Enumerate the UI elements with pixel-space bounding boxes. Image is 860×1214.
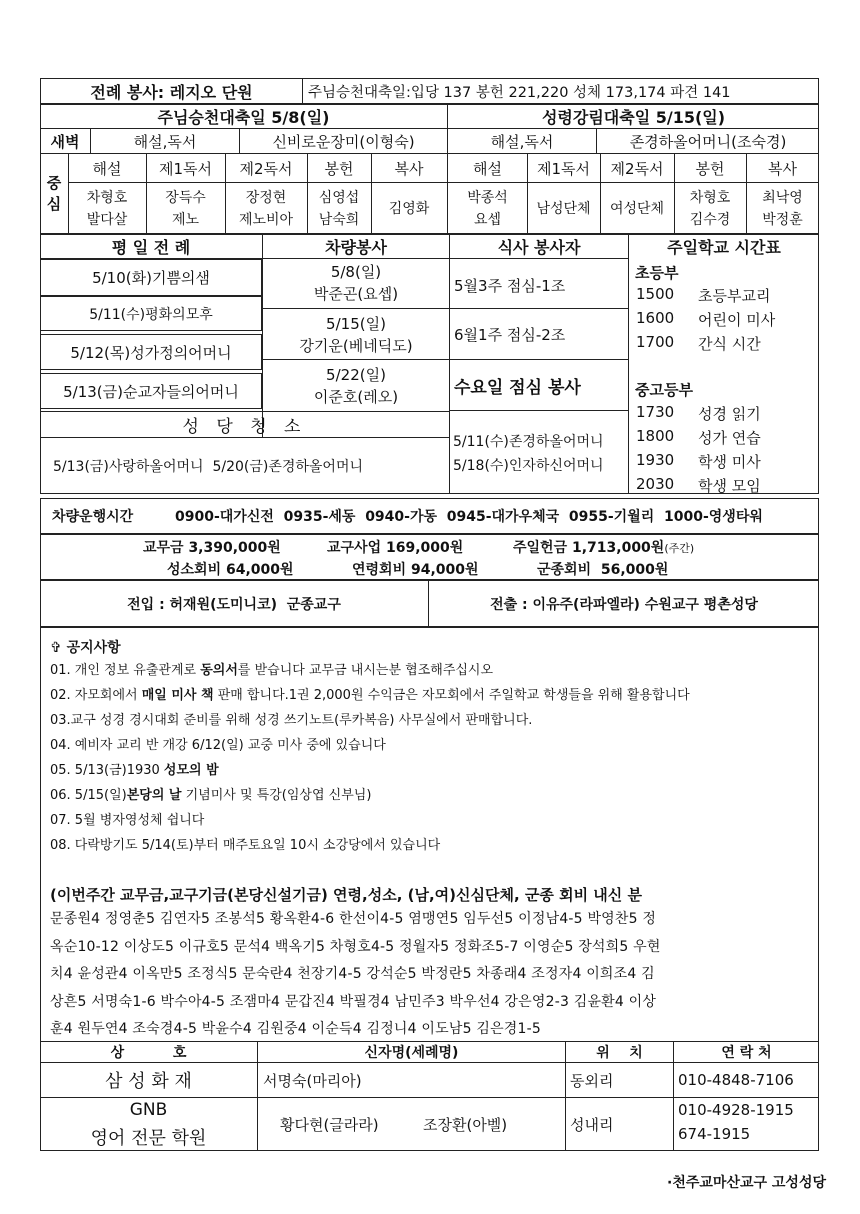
right-person-name: 차형호 — [689, 189, 731, 206]
schedule-time: 1500 — [636, 285, 675, 303]
notice-text: 본당의 날 — [126, 788, 182, 803]
finance-diocese: 교구사업 169,000원 — [327, 540, 464, 556]
weekday-item: 5/10(화)기쁨의샘 — [92, 269, 210, 287]
left-role-header: 해설 — [92, 159, 122, 178]
side-label-1: 중 — [46, 174, 62, 192]
left-role-header: 제1독서 — [158, 159, 212, 178]
school-title: 주일학교 시간표 — [667, 237, 781, 257]
left-person-name: 차형호 — [86, 189, 128, 206]
wed-meal-item: 5/18(수)인자하신어머니 — [453, 458, 604, 474]
left-person-name: 심영섭 — [318, 189, 360, 206]
dues-line: 치4 윤성관4 이옥만5 조정식5 문숙란4 천장기4-5 강석순5 박정란5 차종래4 조정자4 이희조4 김 — [50, 966, 655, 982]
ads-person-2: 조장환(아벨) — [423, 1116, 508, 1134]
vehicle-name: 이준호(레오) — [313, 387, 399, 406]
vehicle-title: 차량봉사 — [325, 237, 387, 257]
notice-item — [50, 758, 815, 783]
schedule-item: 초등부교리 — [698, 287, 771, 305]
bus-times: 0900-대가신전 0935-세동 0940-가동 0945-대가우체국 0955-기월리 1000-영생타워 — [175, 509, 763, 525]
right-person-name: 최낙영 — [762, 189, 803, 206]
notice-text: 07. 5월 병자영성체 쉽니다 — [50, 813, 205, 828]
finance-tithe: 교무금 3,390,000원 — [143, 540, 281, 556]
dues-line: 문종원4 정영춘5 김연자5 조봉석5 황옥환4-6 한선이4-5 염맹연5 임두선5 이정남4-5 박영찬5 정 — [50, 911, 657, 927]
right-role-header: 해설 — [473, 159, 502, 178]
left-role-people — [307, 183, 371, 234]
left-person-name: 장정현 — [245, 189, 287, 206]
left-role-people — [371, 183, 447, 234]
notice-text: 기념미사 및 특강(임상엽 신부님) — [181, 788, 372, 803]
notice-text: 를 받습니다 교무금 내시는분 협조해주십시오 — [237, 663, 494, 678]
footer-parish: ·천주교마산교구 고성성당 — [667, 1175, 826, 1191]
right-role-people — [527, 183, 600, 234]
dawn-label: 새벽 — [50, 132, 80, 151]
right-person-name: 요셉 — [473, 211, 502, 228]
notice-text: 판매 합니다.1권 2,000원 수익금은 자모회에서 주일학교 학생들을 위해 활용합니다 — [213, 688, 690, 703]
ads-business: GNB — [129, 1100, 168, 1120]
vehicle-date: 5/22(일) — [326, 365, 386, 384]
vehicle-rule-2 — [263, 359, 449, 360]
right-role-header: 봉헌 — [695, 159, 725, 178]
notice-list — [50, 658, 815, 858]
left-role-header: 제2독서 — [239, 159, 293, 178]
schedule-item: 성경 읽기 — [698, 405, 761, 423]
left-role-header: 복사 — [394, 159, 424, 178]
ads-phone: 010-4848-7106 — [678, 1071, 794, 1089]
finance-offering — [513, 537, 694, 557]
notice-item — [50, 683, 815, 708]
left-role-people — [146, 183, 225, 234]
notice-title: ✞ 공지사항 — [50, 640, 121, 656]
left-person-name: 김영화 — [388, 200, 430, 217]
dues-list — [50, 906, 817, 1044]
dues-line: 옥순10-12 이상도5 이규호5 문석4 백옥기5 차형호4-5 정월자5 정화조5-7 이영순5 장석희5 우현 — [50, 938, 661, 955]
right-role-people — [600, 183, 674, 234]
schedule-time: 1600 — [636, 309, 675, 327]
notice-item — [50, 783, 815, 808]
meal-title: 식사 봉사자 — [497, 237, 581, 257]
notice-text: 성모의 밤 — [163, 763, 219, 778]
schedule-item: 학생 모임 — [698, 477, 761, 495]
schedule-item: 간식 시간 — [698, 335, 761, 353]
offering-note: (주간) — [664, 542, 695, 555]
notice-text: 동의서 — [200, 663, 238, 678]
finance-funeral: 연령회비 94,000원 — [352, 562, 479, 578]
meal-item: 6월1주 점심-2조 — [454, 325, 566, 344]
wed-meal-item: 5/11(수)존경하올어머니 — [453, 434, 604, 450]
notice-text: 02. 자모회에서 — [50, 688, 142, 703]
right-role-header: 제2독서 — [610, 159, 664, 178]
notice-item — [50, 808, 815, 833]
vehicle-date: 5/15(일) — [326, 314, 386, 333]
schedule-item: 학생 미사 — [698, 453, 761, 471]
dawn-left-group: 신비로운장미(이형숙) — [272, 132, 415, 151]
left-person-name: 장득수 — [165, 189, 206, 206]
right-person-name: 박정훈 — [762, 211, 803, 228]
vehicle-name: 강기운(베네딕도) — [299, 336, 413, 355]
notice-text: 01. 개인 정보 유출관계로 — [50, 663, 201, 678]
dues-line: 훈4 원두연4 조숙경4-5 박윤수4 김원중4 이순득4 김정니4 이도남5 김은경1-5 — [50, 1021, 541, 1037]
ads-phone-2: 674-1915 — [678, 1125, 751, 1143]
notice-text: 03.교구 성경 경시대회 준비를 위해 성경 쓰기노트(루카복음) 사무실에서 판매합니다. — [50, 713, 533, 728]
ads-location: 성내리 — [570, 1116, 614, 1134]
meal-rule-3 — [450, 410, 628, 411]
notice-item — [50, 708, 815, 733]
finance-military: 군종회비 56,000원 — [537, 562, 669, 578]
left-role-people — [68, 183, 146, 234]
notice-text: 04. 예비자 교리 반 개강 6/12(일) 교중 미사 중에 있습니다 — [50, 738, 386, 753]
left-role-header: 봉헌 — [324, 159, 354, 178]
ads-person: 황다현(글라라) — [280, 1116, 379, 1134]
dues-line: 상흔5 서명숙1-6 박수아4-5 조잼마4 문갑진4 박필경4 남민주3 박우선4 강은영2-3 김윤환4 이상 — [50, 993, 657, 1010]
schedule-time: 2030 — [636, 475, 675, 493]
offering-amount: 주일헌금 1,713,000원 — [513, 540, 665, 556]
dawn-right-role: 해설,독서 — [490, 132, 554, 151]
notice-text: 매일 미사 책 — [141, 688, 214, 703]
schedule-time: 1700 — [636, 333, 675, 351]
right-sunday-title: 성령강림대축일 5/15(일) — [541, 107, 726, 127]
transfer-in: 전입 : 허재원(도미니코) 군종교구 — [127, 596, 341, 613]
right-role-people — [448, 183, 527, 234]
left-person-name: 제노 — [171, 211, 200, 228]
schedule-time: 1730 — [636, 403, 675, 421]
ads-head-loc: 위 치 — [596, 1044, 643, 1061]
weekday-item: 5/12(목)성가정의어머니 — [70, 343, 232, 362]
ads-business-sub: 영어 전문 학원 — [90, 1128, 207, 1149]
ads-head-phone: 연 락 처 — [721, 1044, 772, 1061]
schedule-item: 어린이 미사 — [698, 311, 776, 329]
cleaning-title: 성 당 청 소 — [182, 416, 307, 437]
weekday-title: 평 일 전 례 — [111, 237, 191, 257]
bus-label: 차량운행시간 — [52, 509, 134, 525]
dawn-role: 해설,독서 — [133, 132, 197, 151]
left-person-name: 남숙희 — [318, 211, 360, 228]
schedule-time: 1930 — [636, 451, 675, 469]
finance-vocation: 성소회비 64,000원 — [167, 562, 294, 578]
service-title: 전례 봉사: 레지오 단원 — [90, 82, 253, 102]
vehicle-date: 5/8(일) — [330, 262, 382, 281]
ads-person: 서명숙(마리아) — [263, 1071, 362, 1090]
ads-head-person: 신자명(세례명) — [364, 1044, 459, 1061]
schedule-item: 성가 연습 — [698, 429, 761, 447]
right-role-people — [674, 183, 746, 234]
ads-business: 삼 성 화 재 — [105, 1071, 192, 1092]
schedule-time: 1800 — [636, 427, 675, 445]
notice-item — [50, 833, 815, 858]
elem-title: 초등부 — [635, 264, 679, 282]
right-person-name: 김수경 — [689, 211, 731, 228]
ads-phone: 010-4928-1915 — [678, 1101, 794, 1119]
left-sunday-title: 주님승천대축일 5/8(일) — [157, 107, 330, 127]
side-label-2: 심 — [46, 195, 62, 213]
ads-head-name: 상 호 — [110, 1044, 187, 1061]
mid-title: 중고등부 — [635, 381, 693, 399]
right-person-name: 여성단체 — [609, 200, 665, 217]
notice-text: 08. 다락방기도 5/14(토)부터 매주토요일 10시 소강당에서 있습니다 — [50, 838, 441, 853]
ascension-stats: 주님승천대축일:입당 137 봉헌 221,220 성체 173,174 파견 141 — [308, 84, 731, 101]
left-person-name: 제노비아 — [238, 211, 294, 228]
transfer-out: 전출 : 이유주(라파엘라) 수원교구 평촌성당 — [490, 596, 758, 613]
cleaning-text: 5/13(금)사랑하올어머니 5/20(금)존경하올어머니 — [53, 459, 364, 475]
left-role-people — [225, 183, 307, 234]
wed-meal-title: 수요일 점심 봉사 — [454, 377, 581, 398]
mid-sep2 — [449, 234, 450, 494]
notice-item — [50, 658, 815, 683]
right-role-header: 제1독서 — [536, 159, 590, 178]
weekday-item: 5/11(수)평화의모후 — [89, 306, 213, 323]
right-role-header: 복사 — [768, 159, 797, 178]
vehicle-name: 박준곤(요셉) — [313, 284, 399, 303]
dues-title: (이번주간 교무금,교구기금(본당신설기금) 연령,성소, (남,여)신심단체, 군종 회비 내신 분 — [50, 886, 642, 904]
weekday-item: 5/13(금)순교자들의어머니 — [63, 382, 239, 401]
left-person-name: 발다살 — [86, 211, 128, 228]
ads-location: 동외리 — [570, 1071, 614, 1090]
right-role-people — [746, 183, 819, 234]
right-person-name: 남성단체 — [536, 200, 591, 217]
dawn-right-group: 존경하올어머니(조숙경) — [629, 132, 787, 151]
notice-text: 05. 5/13(금)1930 — [50, 763, 164, 778]
vehicle-rule-1 — [263, 308, 449, 309]
notice-item — [50, 733, 815, 758]
mid-sep3 — [628, 234, 629, 494]
right-person-name: 박종석 — [467, 189, 508, 206]
meal-item: 5월3주 점심-1조 — [454, 276, 566, 295]
notice-text: 06. 5/15(일) — [50, 788, 127, 803]
